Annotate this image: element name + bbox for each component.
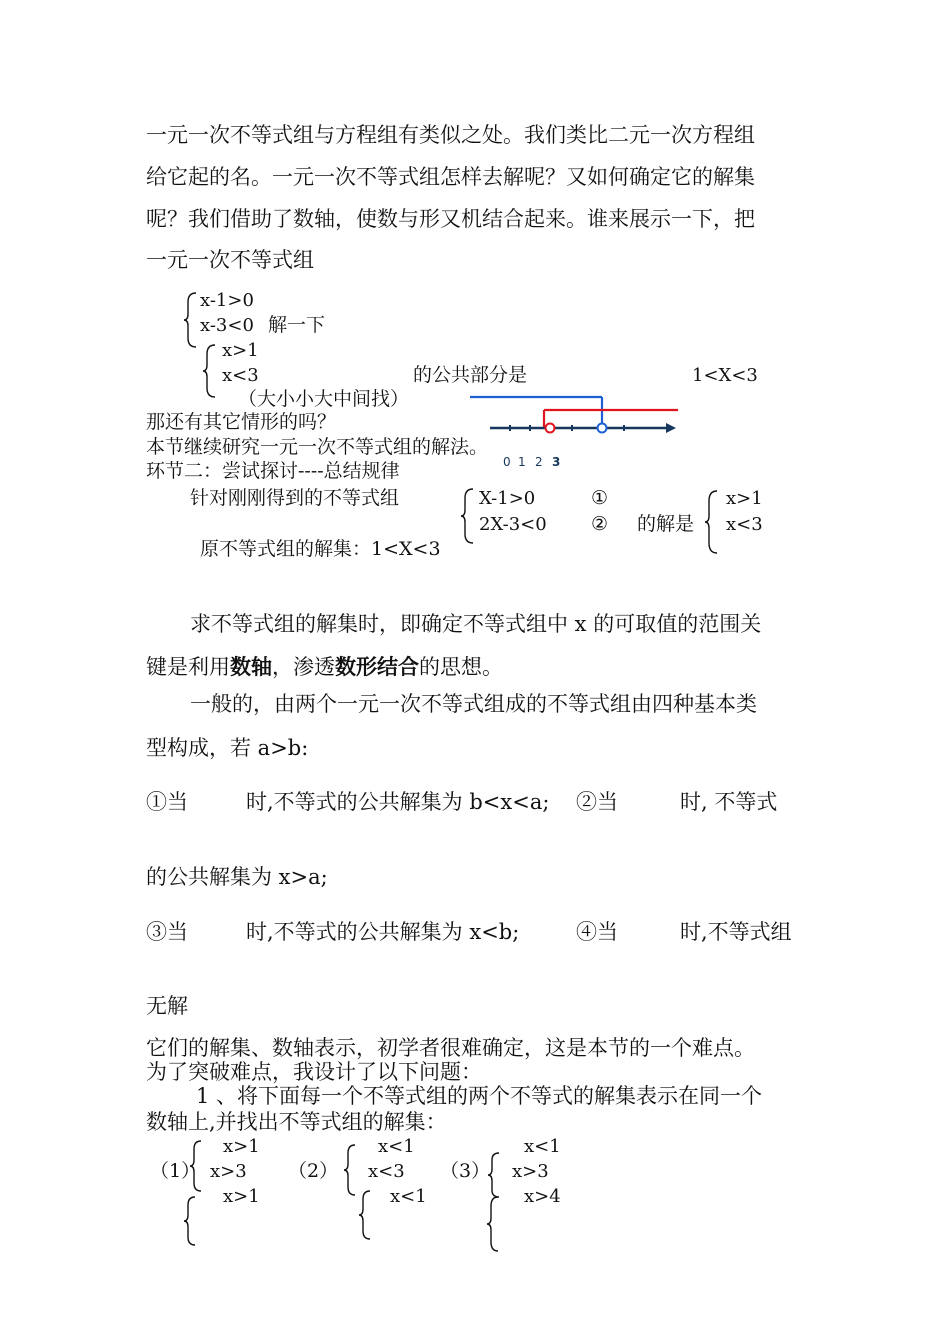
case-2-text: 时, 不等式 — [680, 790, 778, 814]
system2-ineq-2: x<3 — [222, 365, 259, 386]
brace-ex1-a — [190, 1140, 204, 1192]
para1-line-2: 键是利用数轴，渗透数形结合的思想。 — [146, 654, 503, 679]
system1-ineq-1: x-1>0 — [200, 290, 254, 311]
axis-label-2: 2 — [535, 455, 543, 469]
ex3-top: x<1 — [524, 1136, 561, 1157]
system2-answer: 1<X<3 — [692, 365, 758, 386]
system2-ineq-1: x>1 — [222, 340, 259, 361]
system3-num-1: ① — [591, 487, 609, 509]
intro-line-1: 一元一次不等式组与方程组有类似之处。我们类比二元一次方程组 — [146, 123, 755, 147]
brace-ex2-b — [359, 1190, 373, 1240]
axis-label-3: 3 — [552, 455, 561, 469]
axis-label-0: 0 — [503, 455, 511, 469]
bold-number-axis: 数轴 — [230, 654, 272, 679]
axis-label-1: 1 — [518, 455, 526, 469]
intro-line-4: 一元一次不等式组 — [146, 248, 314, 272]
difficulty-line: 它们的解集、数轴表示，初学者很难确定，这是本节的一个难点。 — [146, 1036, 755, 1060]
case-4-text: 时,不等式组 — [680, 920, 792, 944]
case-1-text: 时,不等式的公共解集为 b<x<a; — [246, 790, 550, 814]
number-line-diagram — [460, 394, 680, 440]
brace-system-3-result — [705, 490, 721, 554]
open-circle-3 — [598, 424, 607, 433]
brace-system-1 — [184, 292, 200, 348]
system3-res-1: x>1 — [726, 488, 763, 509]
para2-line-2: 型构成，若 a>b: — [146, 736, 309, 760]
brace-ex2-a — [344, 1144, 358, 1196]
ex3-label: （3） — [440, 1160, 491, 1182]
design-line: 为了突破难点，我设计了以下问题： — [146, 1060, 482, 1084]
section-intro-line: 本节继续研究一元一次不等式组的解法。 — [146, 436, 489, 458]
system1-action: 解一下 — [268, 314, 326, 336]
exercise-instruction-2: 数轴上,并找出不等式组的解集： — [146, 1110, 447, 1134]
intro-line-3: 呢？我们借助了数轴，使数与形又机结合起来。谁来展示一下，把 — [146, 207, 755, 231]
case-4-continued: 无解 — [146, 994, 188, 1018]
case-2-num: ②当 — [576, 790, 618, 814]
brace-ex3-b — [487, 1196, 501, 1252]
system3-res-2: x<3 — [726, 514, 763, 535]
bold-shape-number: 数形结合 — [335, 654, 419, 679]
system3-num-2: ② — [591, 513, 609, 535]
ex1-low: x>1 — [223, 1186, 260, 1207]
para1-line-1: 求不等式组的解集时，即确定不等式组中 x 的可取值的范围关 — [190, 612, 762, 636]
ex3-low: x>4 — [524, 1186, 561, 1207]
system2-common-label: 的公共部分是 — [413, 364, 528, 386]
brace-system-2 — [203, 344, 219, 398]
ex2-top: x<1 — [378, 1136, 415, 1157]
brace-ex3-a — [488, 1152, 502, 1198]
ex1-mid: x>3 — [210, 1161, 247, 1182]
ex2-label: （2） — [288, 1160, 339, 1182]
system3-ineq-2: 2X-3<0 — [479, 514, 547, 535]
system3-ineq-1: X-1>0 — [479, 488, 536, 509]
ex2-low: x<1 — [390, 1186, 427, 1207]
ex1-top: x>1 — [223, 1136, 260, 1157]
ex1-label: （1） — [150, 1160, 201, 1182]
brace-ex1-b — [184, 1196, 198, 1246]
section-heading: 环节二：尝试探讨----总结规律 — [146, 460, 400, 482]
system1-ineq-2: x-3<0 — [200, 315, 254, 336]
open-circle-1 — [546, 424, 555, 433]
para2-line-1: 一般的，由两个一元一次不等式组成的不等式组由四种基本类 — [190, 692, 757, 716]
case-4-num: ④当 — [576, 920, 618, 944]
case-3-text: 时,不等式的公共解集为 x<b; — [246, 920, 520, 944]
question-line: 那还有其它情形的吗？ — [146, 411, 337, 433]
brace-system-3 — [461, 488, 477, 544]
ex3-mid: x>3 — [512, 1161, 549, 1182]
case-1-num: ①当 — [146, 790, 188, 814]
axis-arrow-icon — [666, 423, 676, 433]
case-2-continued: 的公共解集为 x>a; — [146, 865, 328, 889]
ex2-mid: x<3 — [368, 1161, 405, 1182]
system3-intro: 针对刚刚得到的不等式组 — [190, 487, 400, 509]
case-3-num: ③当 — [146, 920, 188, 944]
system3-solution: 原不等式组的解集：1<X<3 — [200, 538, 441, 560]
exercise-instruction-1: 1 、将下面每一个不等式组的两个不等式的解集表示在同一个 — [196, 1084, 763, 1108]
system2-hint: （大小小大中间找） — [238, 388, 410, 410]
intro-line-2: 给它起的名。一元一次不等式组怎样去解呢？又如何确定它的解集 — [146, 165, 755, 189]
system3-result-label: 的解是 — [637, 513, 695, 535]
